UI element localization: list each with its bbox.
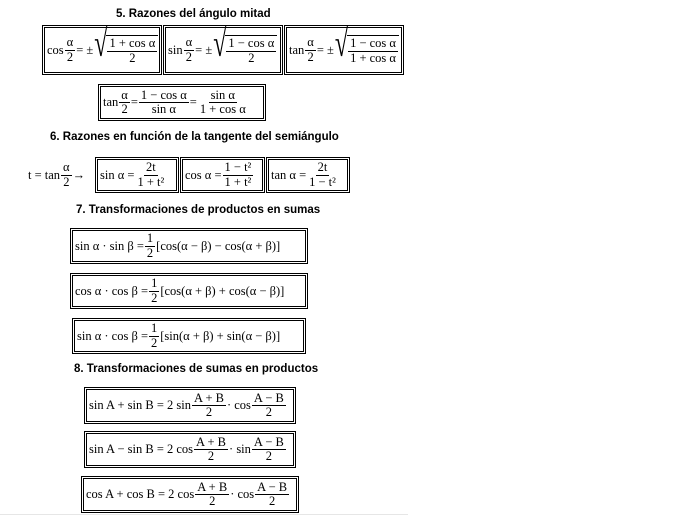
- fraction-alpha-over-2: [184, 36, 195, 63]
- frac-den: 2: [207, 449, 215, 463]
- formula-tan-half: [284, 25, 404, 75]
- frac-num: A + B: [196, 434, 227, 449]
- frac-num: A − B: [253, 434, 284, 449]
- fraction-cos-t: [223, 161, 254, 188]
- fraction-a-plus-b: [194, 436, 228, 463]
- fraction-half: [145, 232, 155, 259]
- frac-num: A + B: [197, 479, 228, 494]
- formula-cos-half: [42, 25, 162, 75]
- formula-t-definition: [28, 157, 85, 193]
- tan-lhs: tan α =: [271, 167, 307, 182]
- lhs: cos A + cos B = 2 cos: [86, 487, 195, 501]
- mid: · sin: [229, 442, 251, 456]
- fraction-a-plus-b: [192, 392, 226, 419]
- fraction-alt-1: [139, 89, 189, 116]
- frac-num: 1: [146, 231, 154, 246]
- square-root: [94, 24, 158, 67]
- frac-den: 1 − t²: [309, 174, 336, 189]
- fraction-alt-2: [198, 89, 248, 116]
- fraction-half: [149, 277, 159, 304]
- rhs: [sin(α + β) + sin(α − β)]: [160, 328, 281, 343]
- frac-num: α: [185, 35, 193, 50]
- section-7-title: 7. Transformaciones de productos en sumas: [76, 204, 321, 216]
- frac-num: α: [63, 160, 70, 175]
- equals: =: [130, 95, 138, 109]
- frac-den: 2: [121, 102, 128, 116]
- fn-cos: cos: [47, 42, 64, 57]
- frac-num: 2t: [145, 160, 156, 175]
- mid: · cos: [226, 398, 251, 412]
- frac-num: α: [66, 35, 74, 50]
- frac-den: 2: [151, 290, 158, 305]
- frac-num: 1 − t²: [224, 160, 252, 175]
- cos-lhs: cos α =: [185, 167, 222, 182]
- radical-icon: √: [213, 24, 227, 67]
- fraction-a-minus-b: [252, 436, 286, 463]
- section-6-title: 6. Razones en función de la tangente del semiángulo: [50, 131, 339, 143]
- frac-den: 2: [151, 335, 158, 350]
- frac-den: 1 + t²: [137, 174, 165, 189]
- lhs: sin α · cos β =: [77, 328, 148, 343]
- frac-den: 2: [129, 50, 136, 65]
- lhs: sin A − sin B = 2 cos: [89, 442, 194, 456]
- frac-num: 1 − cos α: [140, 87, 187, 102]
- frac-num: 1: [151, 276, 158, 291]
- frac-den: 2: [146, 245, 154, 260]
- fraction-alpha-over-2: [61, 161, 72, 188]
- fraction-a-plus-b: [195, 481, 229, 508]
- fraction-radicand: [348, 37, 398, 64]
- mid: · cos: [230, 487, 255, 501]
- frac-num: A − B: [253, 390, 284, 405]
- fraction-alpha-over-2: [119, 89, 130, 116]
- square-root: [334, 24, 399, 67]
- radical-icon: √: [94, 24, 108, 67]
- fn-tan: tan: [103, 95, 119, 109]
- formula-tan-half-alt: [98, 84, 266, 121]
- fn-tan: tan: [289, 42, 305, 57]
- formula-sinA-minus-sinB: [84, 431, 296, 468]
- formula-cos-cos-product: [70, 273, 308, 309]
- fraction-alpha-over-2: [305, 36, 316, 63]
- equals-pm: = ±: [195, 42, 213, 57]
- frac-num: 1 + cos α: [109, 36, 156, 51]
- equals: =: [189, 95, 197, 109]
- frac-den: 2: [209, 494, 216, 508]
- frac-num: 1 − cos α: [228, 36, 275, 51]
- formula-sin-cos-product: [72, 318, 306, 354]
- arrow-right-icon: →: [72, 167, 86, 182]
- frac-den: 1 + cos α: [350, 50, 396, 65]
- frac-num: 1: [151, 321, 158, 336]
- section-8-title: 8. Transformaciones de sumas en productos: [74, 363, 319, 375]
- frac-den: 2: [248, 50, 255, 65]
- rhs: [cos(α − β) − cos(α + β)]: [156, 238, 281, 253]
- frac-num: 2t: [317, 160, 328, 175]
- frac-den: 1 + cos α: [199, 102, 246, 116]
- equals-pm: = ±: [316, 42, 334, 57]
- fraction-radicand: [226, 37, 276, 64]
- frac-den: 2: [269, 494, 276, 508]
- frac-num: 1 − cos α: [350, 36, 396, 51]
- lhs: sin α · sin β =: [75, 238, 144, 253]
- frac-den: 2: [63, 174, 70, 189]
- frac-den: 2: [307, 49, 314, 64]
- fraction-half: [149, 322, 159, 349]
- page-divider: [0, 514, 408, 515]
- radical-icon: √: [334, 24, 349, 67]
- frac-num: A + B: [193, 390, 224, 405]
- frac-num: α: [307, 35, 314, 50]
- lhs: cos α · cos β =: [75, 283, 149, 298]
- fraction-sin-t: [135, 161, 166, 188]
- frac-num: sin α: [210, 87, 235, 102]
- frac-den: 2: [265, 405, 273, 419]
- formula-sin-t: [95, 157, 179, 193]
- frac-den: 2: [265, 449, 273, 463]
- fraction-a-minus-b: [252, 392, 286, 419]
- fraction-radicand: [107, 37, 157, 64]
- fraction-tan-t: [307, 161, 338, 188]
- frac-num: A − B: [257, 479, 288, 494]
- frac-den: 2: [185, 49, 192, 64]
- formula-sinA-plus-sinB: [84, 387, 296, 424]
- fraction-alpha-over-2: [65, 36, 76, 63]
- frac-den: 2: [66, 49, 74, 64]
- equals-pm: = ±: [76, 42, 94, 57]
- fn-sin: sin: [168, 42, 183, 57]
- lhs: sin A + sin B = 2 sin: [89, 398, 191, 412]
- formula-tan-t: [266, 157, 350, 193]
- formula-cosA-plus-cosB: [81, 476, 299, 513]
- section-5-title: 5. Razones del ángulo mitad: [116, 8, 271, 20]
- fraction-a-minus-b: [255, 481, 289, 508]
- frac-den: sin α: [151, 102, 176, 116]
- frac-num: α: [121, 87, 128, 102]
- frac-den: 1 + t²: [224, 174, 252, 189]
- t-equals-tan: t = tan: [28, 167, 61, 182]
- formula-sin-half: [163, 25, 283, 75]
- formula-cos-t: [180, 157, 265, 193]
- rhs: [cos(α + β) + cos(α − β)]: [160, 283, 285, 298]
- frac-den: 2: [205, 405, 213, 419]
- sin-lhs: sin α =: [100, 167, 135, 182]
- square-root: [213, 24, 277, 67]
- formula-sin-sin-product: [70, 228, 308, 264]
